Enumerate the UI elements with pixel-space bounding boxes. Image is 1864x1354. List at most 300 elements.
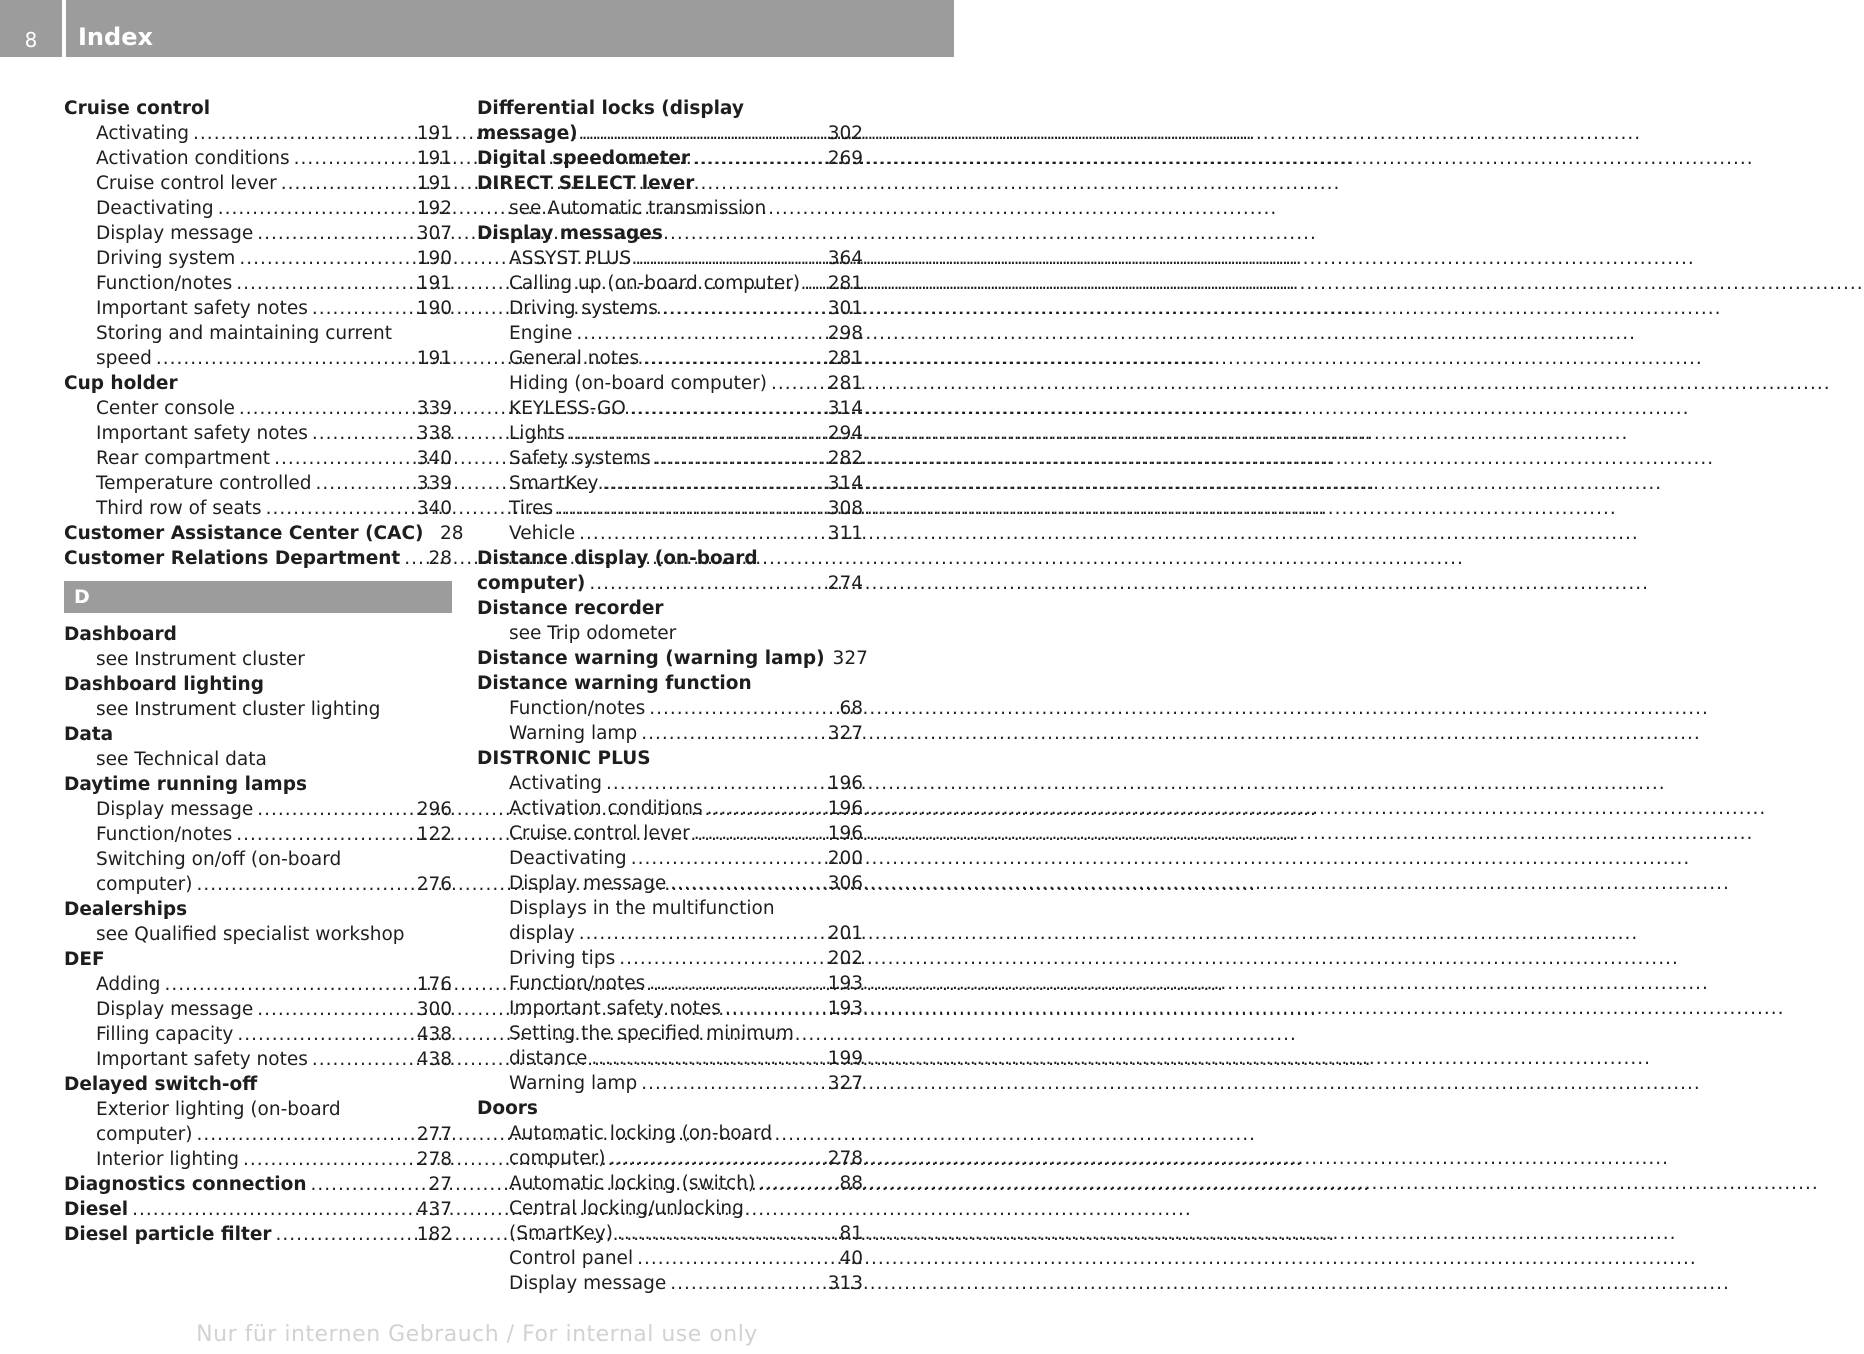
leader-dots [630, 396, 824, 421]
index-subentry [64, 446, 452, 471]
page-reference: 302 [827, 123, 863, 144]
index-subentry-text: Driving system [96, 248, 236, 269]
index-subentry [477, 1221, 863, 1246]
page-reference: 313 [827, 1273, 863, 1294]
index-subentry [477, 396, 863, 421]
index-entry-text: Daytime running lamps [64, 774, 307, 795]
index-subentry-text: Tires [509, 498, 554, 519]
page-reference: 27 [428, 1174, 452, 1195]
index-column-left [64, 96, 464, 1247]
index-subentry-text: Activating [509, 773, 603, 794]
index-subentry [477, 946, 863, 971]
page-reference: 28 [439, 523, 464, 544]
index-subentry [477, 996, 863, 1021]
leader-dots [312, 296, 413, 321]
page-reference: 327 [827, 1073, 863, 1094]
index-subentry [64, 221, 452, 246]
index-entry-text: message) [477, 123, 578, 144]
page-reference: 281 [827, 373, 863, 394]
index-subentry [477, 271, 863, 296]
index-subentry [64, 997, 452, 1022]
index-subentry [64, 747, 452, 772]
page-reference: 200 [827, 848, 863, 869]
index-subentry [64, 421, 452, 446]
page-reference: 364 [827, 248, 863, 269]
page-reference: 190 [416, 298, 452, 319]
leader-dots [236, 271, 412, 296]
page-reference: 294 [827, 423, 863, 444]
index-subentry-text: Warning lamp [509, 723, 638, 744]
index-subentry-text: Activation conditions [509, 798, 703, 819]
index-subentry-text: Adding [96, 974, 161, 995]
leader-dots [218, 196, 413, 221]
index-subentry-text: Center console [96, 398, 235, 419]
index-subentry-text: Display message [96, 223, 254, 244]
index-entry-text: Digital speedometer [477, 148, 691, 169]
page-header [0, 0, 954, 57]
leader-dots [281, 171, 413, 196]
index-entry [477, 646, 868, 671]
leader-dots [641, 1071, 824, 1096]
index-entry [477, 121, 863, 146]
page-reference: 301 [827, 298, 863, 319]
page-reference: 314 [827, 473, 863, 494]
index-subentry-text: Calling up (on-board computer) [509, 273, 801, 294]
page-reference: 176 [416, 974, 452, 995]
index-subentry-text: Engine [509, 323, 573, 344]
index-subentry-text: Displays in the multifunction [509, 898, 775, 919]
index-subentry-text: Switching on/off (on-board [96, 849, 342, 870]
index-entry-text: Delayed switch-off [64, 1074, 258, 1095]
leader-dots [404, 546, 416, 571]
index-subentry-text: Important safety notes [509, 998, 721, 1019]
leader-dots [617, 1221, 827, 1246]
page-reference: 191 [416, 123, 452, 144]
index-subentry [477, 196, 863, 221]
index-subentry [64, 321, 452, 346]
index-entry-text: DISTRONIC PLUS [477, 748, 651, 769]
leader-dots [635, 246, 823, 271]
index-subentry-text: SmartKey [509, 473, 599, 494]
page-reference: 338 [416, 423, 452, 444]
index-subentry [477, 321, 863, 346]
page-reference: 122 [416, 824, 452, 845]
index-subentry-text: Warning lamp [509, 1073, 638, 1094]
page-title: Index [78, 23, 153, 51]
page-reference: 306 [827, 873, 863, 894]
index-subentry [64, 847, 452, 872]
index-subentry [477, 721, 863, 746]
index-entry [64, 546, 452, 571]
index-entry [477, 146, 863, 171]
index-column-right [477, 96, 868, 1296]
page-number: 8 [24, 28, 38, 52]
index-entry-text: Diesel [64, 1199, 129, 1220]
index-entry [477, 746, 863, 771]
page-reference: 281 [827, 273, 863, 294]
index-subentry [477, 771, 863, 796]
page-reference: 300 [416, 999, 452, 1020]
index-subentry [64, 146, 452, 171]
index-subentry [477, 371, 863, 396]
leader-dots [274, 446, 413, 471]
index-entry [477, 171, 863, 196]
leader-dots [266, 496, 413, 521]
leader-dots [637, 1246, 827, 1271]
index-subentry [64, 171, 452, 196]
page-reference: 278 [827, 1148, 863, 1169]
index-subentry [64, 922, 452, 947]
index-subentry-text: Filling capacity [96, 1024, 234, 1045]
index-entry [64, 1172, 452, 1197]
leader-dots [312, 1047, 413, 1072]
index-entry-text: DIRECT SELECT lever [477, 173, 695, 194]
index-entry [477, 1096, 863, 1121]
index-subentry [64, 296, 452, 321]
page-reference: 339 [416, 473, 452, 494]
page-reference: 191 [416, 348, 452, 369]
index-subentry-text: computer) [96, 1124, 193, 1145]
index-subentry [64, 496, 452, 521]
index-subentry [477, 846, 863, 871]
page-reference: 277 [416, 1124, 452, 1145]
index-subentry [477, 521, 863, 546]
section-letter: D [74, 586, 90, 608]
page-reference: 191 [416, 273, 452, 294]
index-entry-text: computer) [477, 573, 586, 594]
index-entries-top [64, 96, 464, 571]
index-subentry [64, 121, 452, 146]
page-reference: 276 [416, 874, 452, 895]
index-subentry-text: Setting the specified minimum [509, 1023, 794, 1044]
leader-dots [579, 921, 824, 946]
index-subentry-text: display [509, 923, 575, 944]
index-subentry [477, 1021, 863, 1046]
page-reference: 28 [428, 548, 452, 569]
index-subentry [477, 1246, 863, 1271]
leader-dots [662, 296, 824, 321]
page-reference: 340 [416, 498, 452, 519]
index-subentry-text: Storing and maintaining current [96, 323, 392, 344]
index-subentry [64, 697, 452, 722]
page-reference: 190 [416, 248, 452, 269]
index-entry [64, 371, 452, 396]
index-subentry [477, 821, 863, 846]
page-reference: 191 [416, 148, 452, 169]
index-subentry-text: Exterior lighting (on-board [96, 1099, 341, 1120]
index-entry [477, 671, 863, 696]
index-subentry [477, 971, 863, 996]
index-subentry-text: Cruise control lever [509, 823, 690, 844]
index-subentry-text: Safety systems [509, 448, 651, 469]
index-subentry-text: Vehicle [509, 523, 576, 544]
page-reference: 314 [827, 398, 863, 419]
index-subentry [64, 271, 452, 296]
leader-dots [759, 1171, 827, 1196]
index-subentry-text: Automatic locking (switch) [509, 1173, 756, 1194]
leader-dots [236, 822, 412, 847]
index-subentry-text: (SmartKey) [509, 1223, 613, 1244]
index-subentry [64, 797, 452, 822]
index-subentry [477, 796, 863, 821]
index-entry-text: Dealerships [64, 899, 188, 920]
index-subentry-text: see Trip odometer [509, 623, 677, 644]
index-subentry [477, 871, 863, 896]
index-subentry-text: Driving tips [509, 948, 616, 969]
page-reference: 281 [827, 348, 863, 369]
index-subentry-text: Third row of seats [96, 498, 262, 519]
page-reference: 269 [827, 148, 863, 169]
leader-dots [603, 471, 824, 496]
page-reference: 327 [832, 648, 868, 669]
index-entry [64, 622, 452, 647]
leader-dots [257, 221, 412, 246]
index-entry-text: Cup holder [64, 373, 178, 394]
leader-dots [557, 496, 824, 521]
index-subentry-text: Function/notes [96, 824, 233, 845]
page-reference: 192 [416, 198, 452, 219]
index-subentry-text: distance [509, 1048, 588, 1069]
index-entry [64, 772, 452, 797]
page-reference: 307 [416, 223, 452, 244]
index-subentry-text: Cruise control lever [96, 173, 277, 194]
index-subentry [477, 1196, 863, 1221]
index-subentry [477, 1046, 863, 1071]
leader-dots [582, 121, 824, 146]
index-entry [64, 1072, 452, 1097]
leader-dots [132, 1197, 413, 1222]
index-subentry [477, 1146, 863, 1171]
leader-dots [257, 797, 412, 822]
index-subentry [477, 896, 863, 921]
index-subentry [64, 471, 452, 496]
index-entry-text: Distance recorder [477, 598, 664, 619]
leader-dots [707, 796, 824, 821]
index-subentry-text: Activation conditions [96, 148, 290, 169]
page-reference: 437 [416, 1199, 452, 1220]
index-subentry [477, 621, 863, 646]
index-entry [477, 571, 863, 596]
leader-dots [164, 972, 412, 997]
index-entry [64, 521, 464, 546]
leader-dots [237, 1022, 412, 1047]
page-reference: 438 [416, 1024, 452, 1045]
index-subentry [64, 1022, 452, 1047]
page-reference: 196 [827, 798, 863, 819]
leader-dots [649, 696, 827, 721]
index-subentry [64, 1097, 452, 1122]
leader-dots [725, 996, 824, 1021]
page-reference: 40 [839, 1248, 863, 1269]
index-subentry [477, 471, 863, 496]
leader-dots [631, 846, 824, 871]
page-reference: 196 [827, 773, 863, 794]
index-entry-text: Distance warning (warning lamp) [477, 648, 825, 669]
index-subentry-text: ASSYST PLUS [509, 248, 632, 269]
leader-dots [609, 1146, 823, 1171]
header-divider [62, 0, 66, 57]
page-reference: 311 [827, 523, 863, 544]
index-subentry-text: Driving systems [509, 298, 658, 319]
index-subentry-text: Function/notes [509, 973, 646, 994]
index-subentry [64, 1147, 452, 1172]
index-subentry-text: computer) [96, 874, 193, 895]
section-letter-bar [64, 581, 452, 613]
page-reference: 191 [416, 173, 452, 194]
page-reference: 68 [839, 698, 863, 719]
page-reference: 339 [416, 398, 452, 419]
index-subentry [64, 1122, 452, 1147]
index-entry-text: Cruise control [64, 98, 211, 119]
leader-dots [275, 1222, 412, 1247]
index-subentry [477, 1271, 863, 1296]
index-entry-text: Diesel particle filter [64, 1224, 272, 1245]
page-reference: 182 [416, 1224, 452, 1245]
page-reference: 340 [416, 448, 452, 469]
index-subentry [64, 246, 452, 271]
leader-dots [315, 471, 412, 496]
index-entry [64, 947, 452, 972]
index-subentry-text: Important safety notes [96, 298, 308, 319]
index-subentry [477, 246, 863, 271]
index-subentry-text: Activating [96, 123, 190, 144]
page-reference: 199 [827, 1048, 863, 1069]
page-reference: 438 [416, 1049, 452, 1070]
index-subentry-text: see Technical data [96, 749, 267, 770]
index-entry-text: Dashboard [64, 624, 177, 645]
leader-dots [619, 946, 823, 971]
page-reference: 196 [827, 823, 863, 844]
index-subentry-text: Control panel [509, 1248, 634, 1269]
index-entry-text: Distance warning function [477, 673, 752, 694]
index-entry [64, 722, 452, 747]
page-reference: 296 [416, 799, 452, 820]
leader-dots [311, 1172, 416, 1197]
index-subentry-text: Deactivating [509, 848, 627, 869]
index-subentry-text: Automatic locking (on-board [509, 1123, 772, 1144]
index-entry-text: Differential locks (display [477, 98, 744, 119]
leader-dots [569, 421, 824, 446]
leader-dots [694, 821, 824, 846]
index-subentry [477, 1121, 863, 1146]
index-entry-text: Customer Relations Department [64, 548, 401, 569]
leader-dots [243, 1147, 413, 1172]
index-subentry-text: Hiding (on-board computer) [509, 373, 767, 394]
index-subentry-text: see Qualified specialist workshop [96, 924, 405, 945]
index-subentry [64, 822, 452, 847]
index-subentry-text: Display message [96, 799, 254, 820]
index-subentry-text: Function/notes [509, 698, 646, 719]
index-entry [64, 897, 452, 922]
index-subentry-text: Lights [509, 423, 565, 444]
index-entries-section-d [64, 622, 452, 1247]
index-subentry-text: see Instrument cluster lighting [96, 699, 381, 720]
leader-dots [576, 321, 823, 346]
leader-dots [579, 521, 824, 546]
index-subentry-text: see Instrument cluster [96, 649, 305, 670]
index-subentry-text: Central locking/unlocking [509, 1198, 744, 1219]
page-reference: 282 [827, 448, 863, 469]
page-reference: 308 [827, 498, 863, 519]
index-subentry [477, 496, 863, 521]
index-subentry-text: Deactivating [96, 198, 214, 219]
page-reference: 274 [827, 573, 863, 594]
index-subentry [64, 1047, 452, 1072]
index-entry-text: Dashboard lighting [64, 674, 264, 695]
page-reference: 278 [416, 1149, 452, 1170]
leader-dots [257, 997, 412, 1022]
page-reference: 88 [839, 1173, 863, 1194]
index-subentry-text: Important safety notes [96, 423, 308, 444]
leader-dots [649, 971, 823, 996]
leader-dots [156, 346, 413, 371]
leader-dots [193, 121, 413, 146]
leader-dots [641, 721, 824, 746]
index-entry-text: Distance display (on-board [477, 548, 758, 569]
index-entry [64, 1197, 452, 1222]
leader-dots [591, 1046, 823, 1071]
leader-dots [606, 771, 824, 796]
leader-dots [196, 1122, 412, 1147]
page-reference: 201 [827, 923, 863, 944]
index-entry-text: Doors [477, 1098, 538, 1119]
index-subentry-text: Important safety notes [96, 1049, 308, 1070]
index-subentry-text: Display message [509, 1273, 667, 1294]
index-subentry [64, 196, 452, 221]
page-reference: 202 [827, 948, 863, 969]
page-reference: 327 [827, 723, 863, 744]
page-reference: 298 [827, 323, 863, 344]
index-entry [477, 546, 863, 571]
index-subentry [477, 446, 863, 471]
index-subentry [64, 396, 452, 421]
index-subentry-text: Rear compartment [96, 448, 271, 469]
index-entry [64, 96, 452, 121]
index-entry-text: Diagnostics connection [64, 1174, 307, 1195]
index-subentry [64, 972, 452, 997]
index-subentry-text: Display message [96, 999, 254, 1020]
index-entry-text: Customer Assistance Center (CAC) [64, 523, 424, 544]
leader-dots [670, 871, 823, 896]
index-entry-text: DEF [64, 949, 105, 970]
index-subentry [477, 346, 863, 371]
index-entry [477, 96, 863, 121]
index-entry [477, 596, 863, 621]
index-entry-text: Display messages [477, 223, 663, 244]
index-subentry [477, 1071, 863, 1096]
index-entries-right [477, 96, 868, 1296]
page-reference: 193 [827, 998, 863, 1019]
leader-dots [239, 246, 412, 271]
index-subentry-text: speed [96, 348, 152, 369]
index-subentry [64, 346, 452, 371]
page-reference: 81 [839, 1223, 863, 1244]
index-subentry-text: see Automatic transmission [509, 198, 767, 219]
index-subentry [64, 647, 452, 672]
leader-dots [804, 271, 824, 296]
page-reference: 193 [827, 973, 863, 994]
index-subentry-text: Temperature controlled [96, 473, 312, 494]
leader-dots [655, 446, 824, 471]
leader-dots [239, 396, 413, 421]
index-entry [64, 672, 452, 697]
index-subentry-text: Display message [509, 873, 667, 894]
leader-dots [294, 146, 413, 171]
index-subentry-text: Function/notes [96, 273, 233, 294]
leader-dots [589, 571, 823, 596]
leader-dots [312, 421, 413, 446]
index-subentry [477, 296, 863, 321]
